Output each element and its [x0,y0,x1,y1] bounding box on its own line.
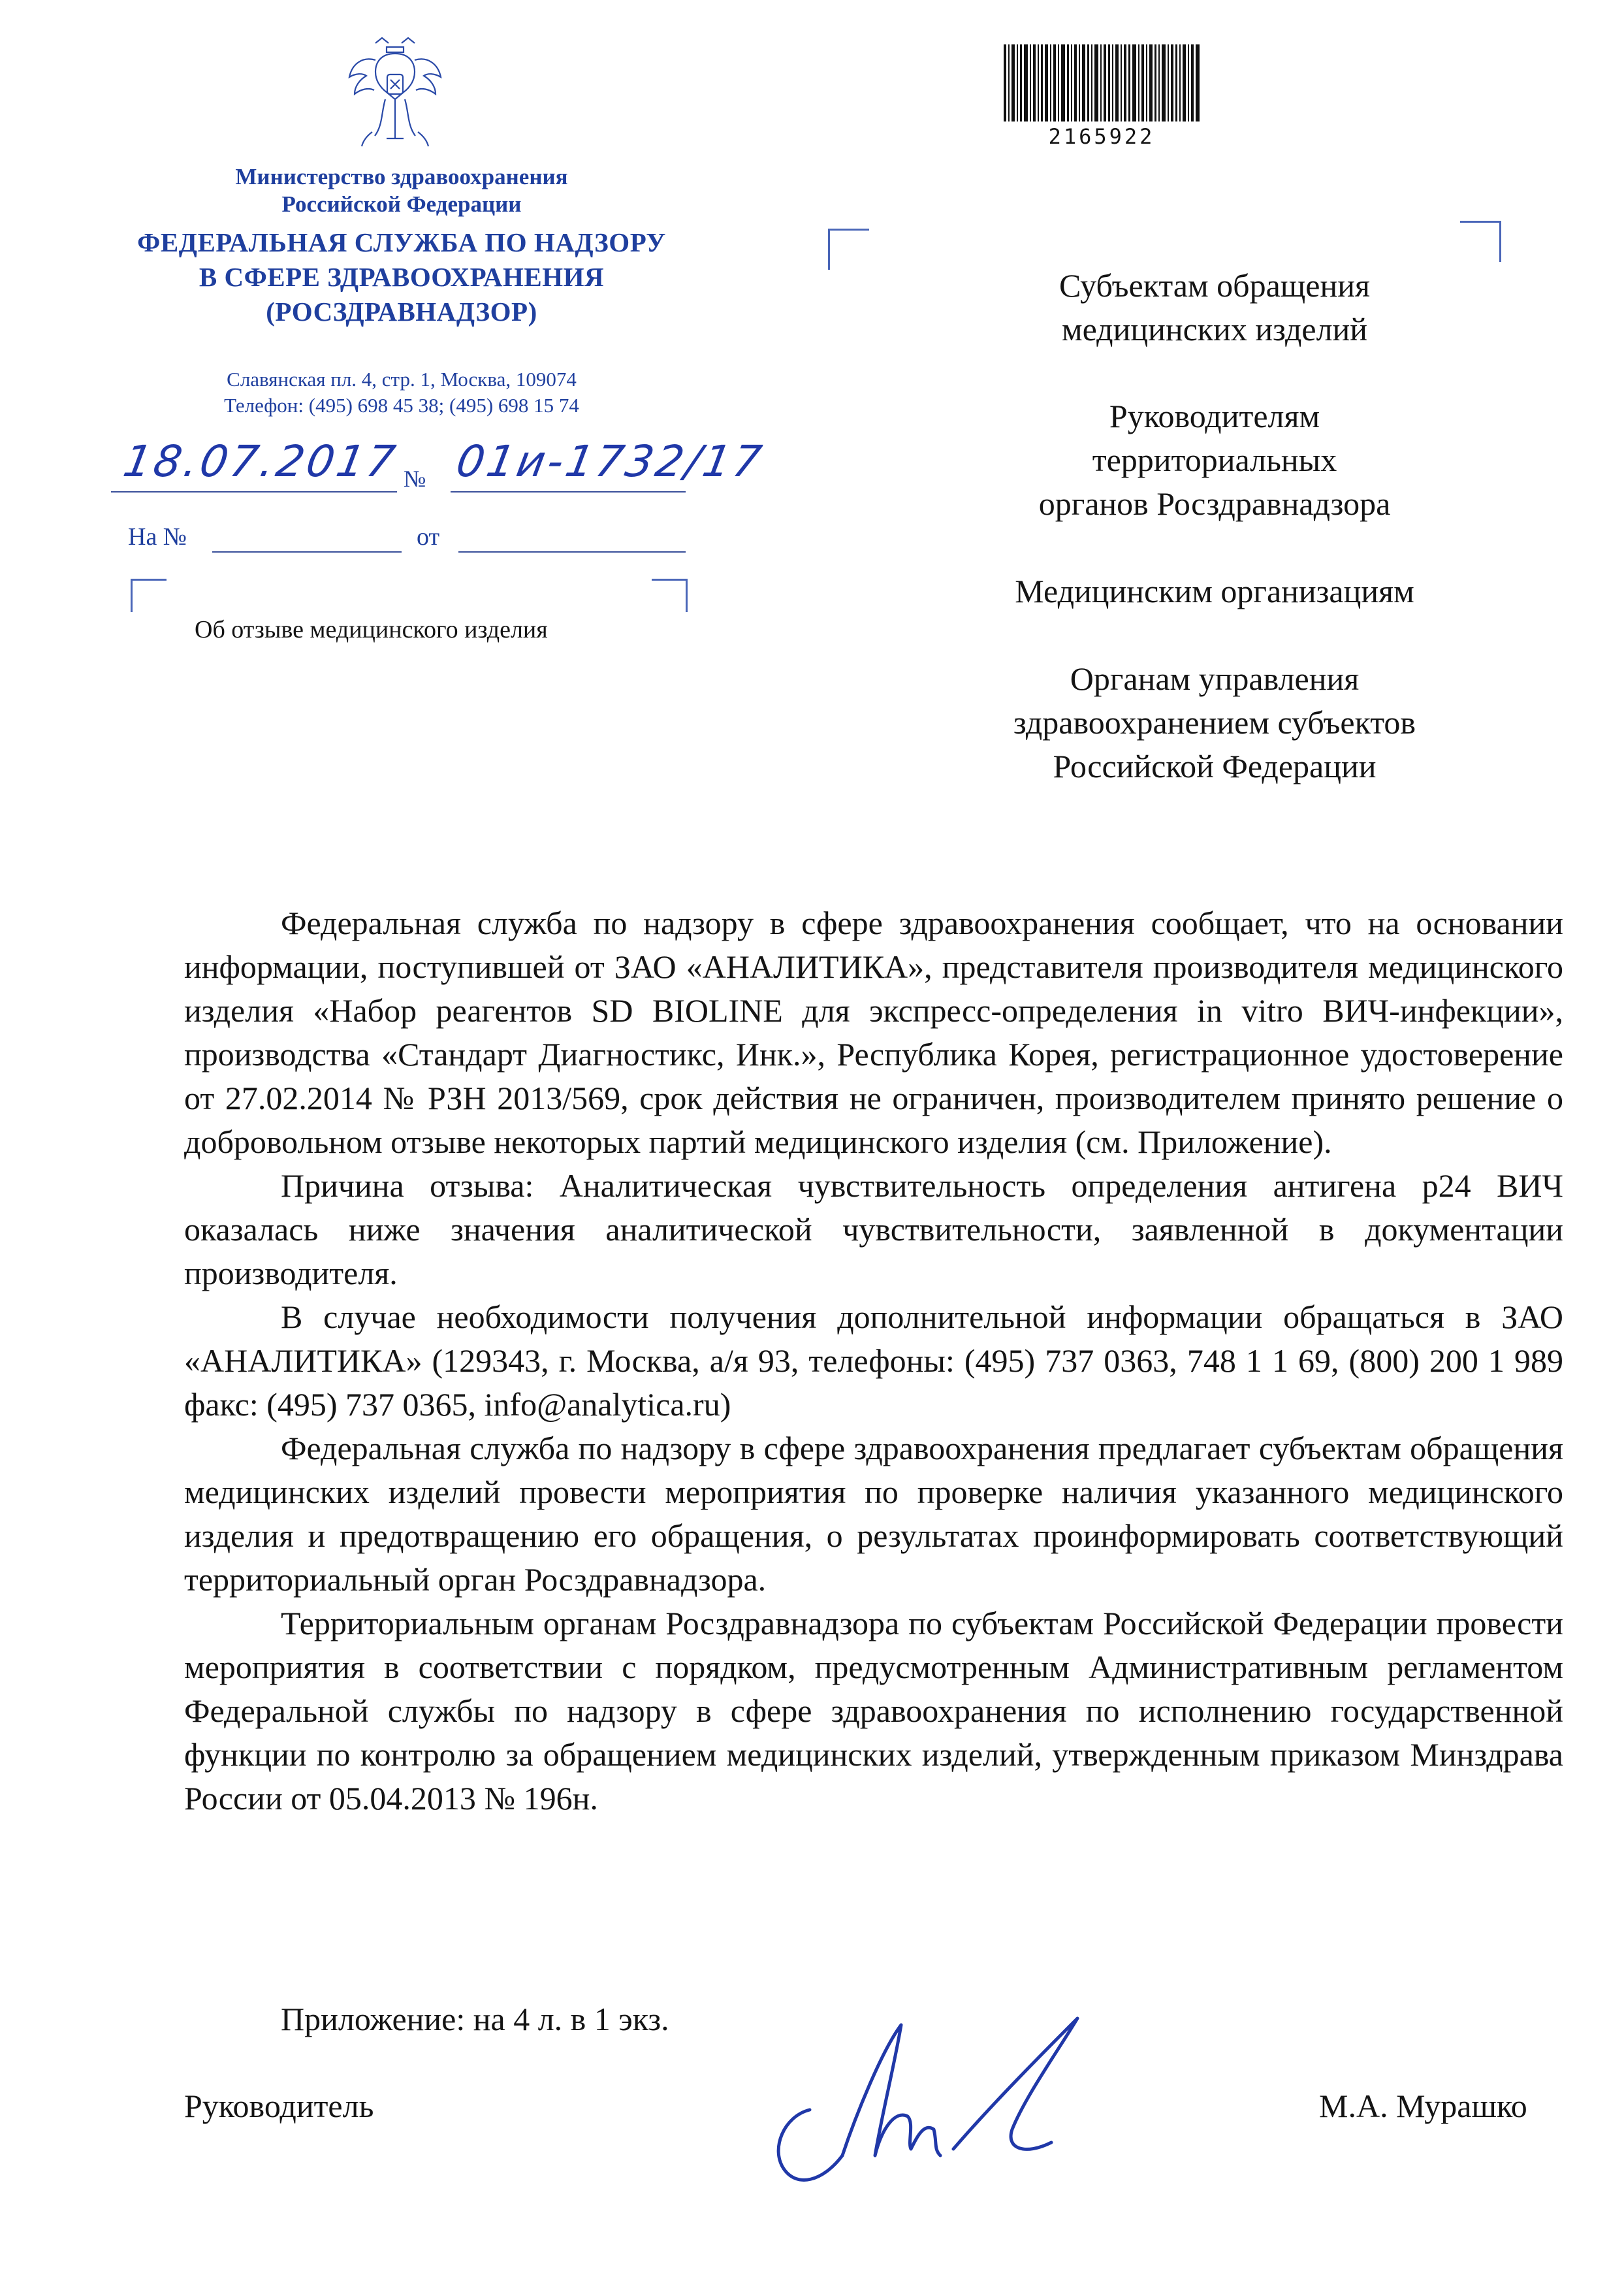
recipient-bracket-right [1460,221,1501,262]
reference-underline [212,551,402,553]
letter-date-handwritten: 18.07.2017 [119,436,402,487]
barcode [1004,44,1200,121]
recipient-1-line2: медицинских изделий [1061,311,1368,347]
letter-body [184,901,1563,1820]
date-underline [111,491,397,493]
recipient-2-line1: Руководителям [1109,398,1320,434]
body-paragraph-3: В случае необходимости получения дополнительной информации обращаться в ЗАО «АНАЛИТИКА» (129343, г. Москва, а/я 93, телефоны: (495) 737 0363, 748 1 1 69, (800) 200 1 989 факс: (495) 737 0365, info@analytica.ru) [184,1299,1563,1423]
body-paragraph-2: Причина отзыва: Аналитическая чувствительность определения антигена р24 ВИЧ оказалась ниже значения аналитической чувствительности, заявленной в документации производителя. [184,1167,1563,1291]
ministry-name-line2: Российской Федерации [281,191,522,217]
barcode-number: 2165922 [1048,124,1155,149]
number-underline [451,491,686,493]
body-paragraph-4: Федеральная служба по надзору в сфере здравоохранения предлагает субъектам обращения медицинских изделий провести мероприятия по проверке наличия указанного медицинского изделия и предотвращению его обращения, о результатах проинформировать соответствующий территориальный орган Росздравнадзора. [184,1430,1563,1598]
recipient-4-line2: здравоохранением субъектов [1013,704,1416,741]
recipient-4-line3: Российской Федерации [1053,748,1377,784]
service-address: Славянская пл. 4, стр. 1, Москва, 109074 [227,368,577,391]
handwritten-signature [757,1986,1162,2201]
attachment-note: Приложение: на 4 л. в 1 экз. [281,2001,669,2037]
ministry-name-line1: Министерство здравоохранения [235,164,568,189]
service-phone: Телефон: (495) 698 45 38; (495) 698 15 74 [224,394,579,417]
service-name-line3: (РОСЗДРАВНАДЗОР) [266,297,537,327]
subject-bracket-left [131,579,167,612]
recipient-2-line3: органов Росздравнадзора [1038,485,1391,522]
body-paragraph-5: Территориальным органам Росздравнадзора по субъектам Российской Федерации провести мероприятия в соответствии с порядком, предусмотренным Административным регламентом Федеральной службы по надзору в сфере здравоохранения по исполнению государственной функции по контролю за обращением медицинских изделий, утвержденным приказом Минздрава России от 05.04.2013 № 196н. [184,1605,1563,1817]
service-name-line2: В СФЕРЕ ЗДРАВООХРАНЕНИЯ [199,262,605,292]
recipient-3-line1: Медицинским организациям [1015,573,1414,609]
reference-label: На № [128,523,187,551]
service-name-line1: ФЕДЕРАЛЬНАЯ СЛУЖБА ПО НАДЗОРУ [137,227,666,257]
number-label: № [404,466,426,492]
reference-from-underline [458,551,686,553]
recipient-4-line1: Органам управления [1070,660,1360,697]
signatory-position: Руководитель [184,2088,374,2124]
letter-subject: Об отзыве медицинского изделия [195,616,548,643]
recipient-1-line1: Субъектам обращения [1059,267,1370,304]
reference-from-label: от [417,523,440,551]
letter-number-handwritten: 01и-1732/17 [453,436,768,487]
body-paragraph-1: Федеральная служба по надзору в сфере здравоохранения сообщает, что на основании информации, поступившей от ЗАО «АНАЛИТИКА», представителя производителя медицинского изделия «Набор реагентов SD BIOLINE для экспресс-определения in vitro ВИЧ-инфекции», производства «Стандарт Диагностикс, Инк.», Республика Корея, регистрационное удостоверение от 27.02.2014 № РЗН 2013/569, срок действия не ограничен, производителем принято решение о добровольном отзыве некоторых партий медицинского изделия (см. Приложение). [184,905,1563,1160]
signatory-name: М.А. Мурашко [1319,2088,1527,2124]
recipient-bracket-left [828,229,869,270]
recipient-2-line2: территориальных [1092,442,1337,478]
subject-bracket-right [652,579,688,612]
coat-of-arms-emblem [346,34,444,153]
